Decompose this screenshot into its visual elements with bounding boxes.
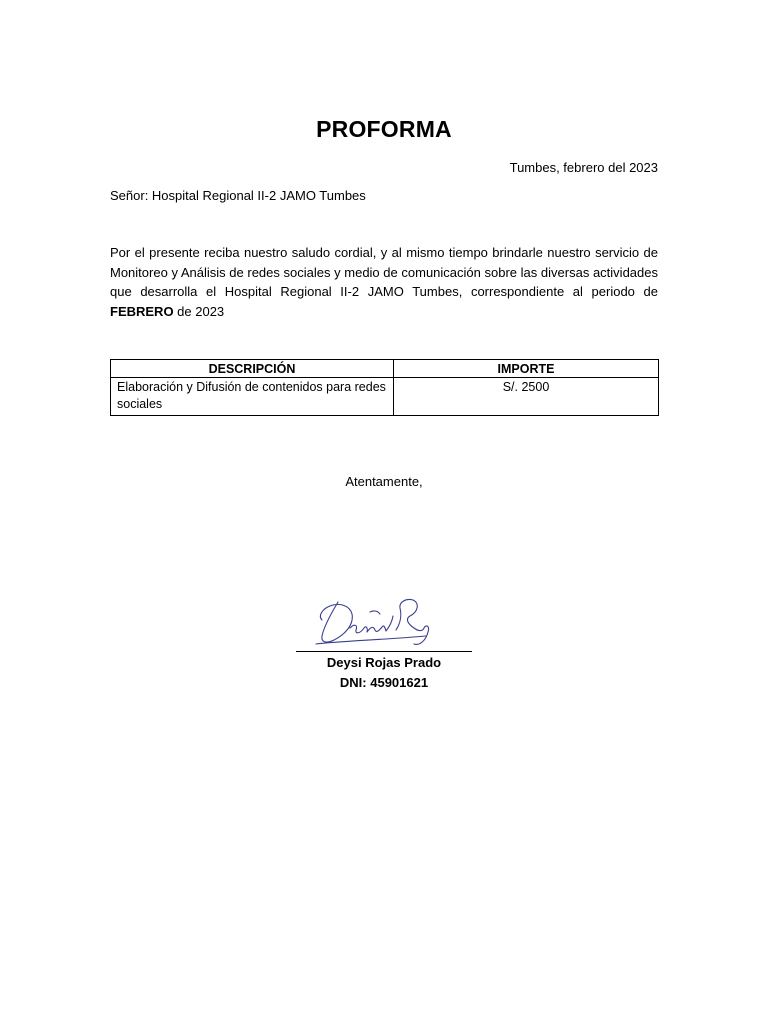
- header-description: DESCRIPCIÓN: [111, 360, 394, 378]
- recipient-line: Señor: Hospital Regional II-2 JAMO Tumbes: [110, 188, 366, 203]
- handwritten-signature: [310, 594, 440, 654]
- place-date: Tumbes, febrero del 2023: [509, 160, 658, 175]
- period-month: FEBRERO: [110, 303, 174, 319]
- table-header-row: [111, 360, 659, 378]
- items-table: [110, 359, 659, 416]
- cell-description: Elaboración y Difusión de contenidos para redes sociales: [111, 378, 394, 416]
- cell-amount: S/. 2500: [394, 378, 659, 416]
- body-paragraph: [110, 243, 658, 321]
- document-title: PROFORMA: [316, 116, 452, 142]
- header-amount: IMPORTE: [394, 360, 659, 378]
- signer-dni: DNI: 45901621: [339, 675, 429, 690]
- signature-line: [296, 651, 472, 652]
- closing-text: Atentamente,: [345, 474, 423, 489]
- period-year: de 2023: [173, 303, 225, 319]
- body-text-main: Por el presente reciba nuestro saludo cordial, y al mismo tiempo brindarle nuestro servicio de Monitoreo y Análisis de redes sociales y medio de comunicación sobre las diversas actividades que desarrolla el Hospital Regional II-2 JAMO Tumbes, correspondiente al periodo de: [110, 245, 658, 299]
- signer-name: Deysi Rojas Prado: [326, 655, 442, 670]
- table-row: [111, 378, 659, 416]
